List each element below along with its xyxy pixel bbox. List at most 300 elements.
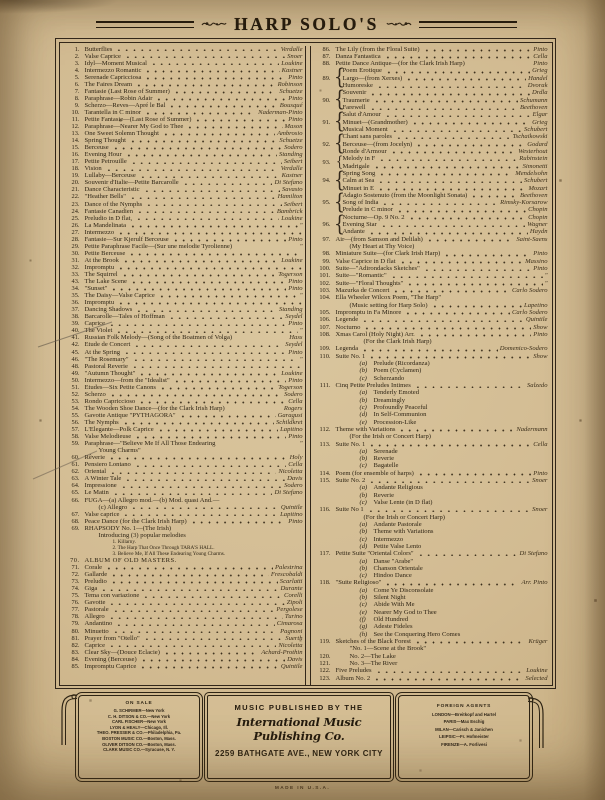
entry-number: 122. [319, 667, 331, 675]
entry-number: 119. [319, 637, 331, 645]
catalog-entry [343, 75, 549, 82]
footer-scroll-ornament-left [57, 691, 79, 749]
catalog-entry [61, 489, 304, 496]
entry-composer: Quintile [280, 503, 303, 511]
catalog-entry [61, 663, 304, 670]
catalog-entry [61, 109, 304, 116]
entry-number: 53. [71, 397, 80, 405]
catalog-entry [61, 497, 304, 504]
dot-leader [144, 70, 279, 73]
entry-number: 115. [319, 477, 331, 485]
entry-number: 106. [319, 316, 331, 324]
entry-title: The Wooden Shoe Dance—(for the Clark Irish Harp) [84, 404, 225, 412]
entry-number: 56. [71, 418, 80, 426]
entry-title: Old Hundred [373, 616, 409, 623]
dot-leader [361, 320, 524, 323]
entry-number: 101. [319, 272, 331, 280]
entry-title: Bagatelle [373, 462, 399, 470]
entry-title: Intermezzo [84, 228, 115, 236]
entry-composer: Chopin [528, 206, 548, 214]
catalog-entry [343, 119, 549, 126]
entry-title: Valse Caprice [84, 52, 121, 60]
entry-title: Valse Melodieuse [84, 433, 132, 441]
entry-title: RHAPSODY No. 1—(The Irish) [84, 524, 172, 532]
entry-composer: Pinto [288, 235, 303, 243]
dot-leader [399, 261, 524, 264]
entry-number: 52. [71, 390, 80, 398]
entry-title: Rondo Capriccioso [84, 397, 136, 405]
catalog-entry [312, 60, 549, 67]
entry-number: 73. [71, 578, 80, 586]
entry-title: Salut d'Amour [342, 111, 381, 119]
entry-composer: Di Stefano [519, 550, 548, 558]
header-rule-left [96, 21, 194, 28]
agent-line: MILAN—Carisch & Janichen [435, 726, 493, 732]
entry-composer: Zipoli [286, 599, 303, 607]
entry-composer: Verdalle [280, 165, 303, 173]
entry-number: 99. [322, 257, 331, 265]
entry-composer: Mendelsohn [515, 169, 548, 177]
entry-composer: Achard-Prothin [261, 648, 303, 656]
entry-number: 118. [319, 579, 331, 587]
catalog-entry [312, 287, 549, 294]
entry-number: 58. [71, 433, 80, 441]
catalog-entry [312, 579, 549, 586]
entry-title: "Suite Religioso" [335, 579, 382, 587]
catalog-entry [312, 426, 549, 433]
entry-composer: Pinto [288, 115, 303, 123]
catalog-entry [61, 130, 304, 137]
entry-composer: Pinto [288, 73, 303, 81]
catalog-entry [61, 165, 304, 172]
entry-title: Adagio Sostenuto (from the Moonlight Sonata) [342, 191, 468, 199]
entry-number: 17. [71, 158, 80, 166]
entry-composer: Seydel [285, 341, 303, 349]
entry-title: Souvenir [342, 89, 367, 97]
entry-title: The Lily (from the Floral Suite) [335, 45, 420, 53]
catalog-entry [61, 186, 304, 193]
catalog-entry-group [312, 133, 549, 155]
entry-title: Valse Caprice in D flat [335, 257, 396, 265]
dot-leader [186, 126, 282, 129]
entry-letter: (f) [359, 616, 366, 623]
entry-composer: Rogers [283, 404, 303, 412]
entry-composer: Beethoven [520, 191, 548, 199]
catalog-entry [312, 324, 549, 331]
entry-title: Gavotte Antique "PYTHAGORA" [84, 411, 176, 419]
catalog-entry [312, 587, 549, 594]
entry-title: Reverie [373, 491, 395, 499]
entry-number: 62. [71, 468, 80, 476]
entry-number: 117. [319, 550, 331, 558]
catalog-entry-group [312, 167, 549, 193]
entry-composer: Loukine [281, 59, 303, 67]
entry-number: 64. [71, 482, 80, 490]
entry-title: Nearer My God to Thee [373, 608, 437, 616]
entry-number: 81. [71, 634, 80, 642]
entry-title: Miniature Suite—(for Clark Irish Harp) [335, 250, 441, 258]
entry-composer: Salzedo [526, 382, 548, 389]
entry-title: Petite Valse Lento [373, 542, 422, 550]
entry-title: Suite No 1 [335, 506, 364, 514]
catalog-entry [312, 404, 549, 411]
entry-composer: Pinto [288, 348, 303, 356]
entry-letter: (a) [359, 447, 368, 455]
catalog-entry [312, 316, 549, 323]
entry-composer: Schuetze [279, 87, 303, 95]
entry-number: 121. [319, 659, 331, 667]
dot-leader [367, 510, 530, 513]
entry-composer: Robinson [277, 80, 303, 88]
dot-leader [120, 486, 282, 489]
entry-number: 34. [71, 285, 80, 293]
dot-leader [168, 317, 283, 320]
entry-composer: Loukine [526, 667, 548, 675]
dot-leader [105, 567, 273, 570]
entry-title: Danse "Arabe" [373, 557, 414, 565]
entry-number: 19. [71, 172, 80, 180]
entry-title: Prelude in C minor [342, 206, 393, 214]
entry-composer: Ambrosio [277, 130, 303, 138]
catalog-entry [61, 412, 304, 419]
entry-number: 96. [322, 221, 331, 229]
catalog-entry [312, 667, 549, 674]
entry-title: Ronde d'Armour [342, 147, 387, 155]
entry-composer: Krüger [528, 637, 548, 645]
dot-leader [368, 444, 531, 447]
entry-number: 75. [71, 592, 80, 600]
entry-title: Caprice [84, 320, 106, 328]
entry-number: 41. [71, 334, 80, 342]
dot-leader [130, 162, 282, 165]
catalog-entry [312, 521, 549, 528]
entry-composer: Pinto [288, 278, 303, 286]
catalog-entry [312, 601, 549, 608]
dot-leader [117, 267, 301, 270]
catalog-entry [61, 264, 304, 271]
entry-number: 70. [70, 557, 80, 565]
entry-composer: Wagner [527, 221, 548, 229]
entry-number: 11. [71, 115, 80, 123]
entry-number: 105. [319, 308, 331, 316]
entry-number: 61. [71, 461, 80, 469]
dot-leader [110, 574, 269, 577]
entry-title: Caprice [84, 641, 106, 649]
entry-number: 76. [71, 599, 80, 607]
entry-title: "Autumn Thought" [84, 369, 136, 377]
dealer-line: BOSTON MUSIC CO.—Boston, Mass. [102, 735, 176, 741]
dot-leader [172, 239, 286, 242]
entry-number: 74. [71, 585, 80, 593]
entry-number: 67. [71, 510, 80, 518]
entry-title: The Nymphs [84, 418, 119, 426]
entry-title: At the Brook [84, 256, 119, 264]
entry-number: 88. [322, 60, 331, 68]
dot-leader [411, 122, 530, 125]
entry-composer: Show [533, 323, 548, 331]
entry-title: Russian Folk Melody—(Song of the Boatmen of Volga) [84, 334, 233, 342]
entry-letter: (a) [359, 484, 368, 492]
catalog-entry [312, 375, 549, 382]
entry-title: (For the Irish or Concert Harp) [349, 433, 431, 441]
entry-composer: " [299, 440, 303, 448]
dot-leader [182, 183, 273, 186]
entry-letter: (b) [359, 594, 368, 602]
catalog-entry [312, 543, 549, 550]
entry-number: 92. [322, 140, 331, 148]
entry-title: One Sweet Solemn Thought [84, 130, 159, 138]
entry-number: 90. [322, 96, 331, 104]
entry-title: Abide With Me [373, 601, 415, 609]
entry-number: 7. [74, 87, 80, 95]
dealer-line: C. H. DITSON & CO.—New York [107, 713, 171, 719]
catalog-entry [61, 398, 304, 405]
entry-composer: " [299, 355, 303, 363]
entry-title: Etudes—Six Petite Canons [84, 383, 156, 391]
catalog-entry [343, 206, 549, 213]
entry-number: 22. [71, 193, 80, 201]
entry-title: L'Elegante—Polk Caprice [84, 426, 154, 434]
entry-title: Petite Dance Antique—(for the Clark Irish Harp) [335, 60, 465, 68]
entry-letter: (b) [359, 491, 368, 499]
entry-title: Pensiero Lontano [84, 461, 131, 469]
entry-composer: Pinto [533, 330, 548, 338]
catalog-entry [61, 642, 304, 649]
entry-number: 24. [71, 207, 80, 215]
entry-title: Ella Wheeler Wilcox Poem, "The Harp" [335, 294, 442, 302]
entry-composer: Seydel [285, 313, 303, 321]
entry-title: Legende [335, 316, 359, 324]
catalog-entry [312, 302, 549, 309]
entry-composer: Pinto [288, 517, 303, 525]
catalog-entry [312, 382, 549, 389]
group-brace-icon: { [335, 154, 343, 171]
dealer-line: G. SCHIRMER—New York [113, 708, 165, 713]
dot-leader [144, 77, 286, 80]
dot-leader [378, 159, 517, 162]
entry-composer: Pinto [288, 433, 303, 441]
catalog-entry [312, 258, 549, 265]
catalog-column-right [312, 46, 549, 685]
entry-composer: Beethoven [520, 104, 548, 112]
entry-title: Procession-Like [373, 418, 417, 426]
catalog-entry [61, 475, 304, 482]
entry-number: 20. [71, 179, 80, 187]
catalog-entry [61, 95, 304, 102]
dot-leader [375, 671, 525, 674]
entry-composer: Handel [528, 74, 548, 82]
dot-leader [112, 610, 275, 613]
entry-title: Calm at Sea [342, 177, 375, 185]
entry-title: Butterflies [84, 45, 113, 53]
catalog-entry-group [312, 155, 549, 170]
entry-number: 114. [319, 469, 331, 477]
entry-number: 40. [71, 327, 80, 335]
dot-leader [381, 203, 498, 206]
entry-composer: Drdla [531, 89, 548, 97]
entry-title: Legenda [335, 345, 359, 353]
dot-leader [132, 359, 298, 362]
dot-leader [368, 232, 528, 235]
dot-leader [361, 349, 498, 352]
entry-number: 77. [71, 606, 80, 614]
catalog-entry [343, 133, 549, 140]
catalog-entry [61, 292, 304, 299]
catalog-entry [312, 433, 549, 440]
entry-title: Scherzando [373, 374, 405, 382]
dot-leader [423, 269, 531, 272]
entry-composer: Mozart [528, 184, 548, 192]
entry-number: 103. [319, 286, 331, 294]
dot-leader [109, 394, 282, 397]
entry-number: 8. [74, 94, 80, 102]
dot-leader [138, 373, 279, 376]
catalog-entry [343, 89, 549, 96]
entry-number: 46. [71, 355, 80, 363]
entry-title: Spring Song [342, 169, 376, 177]
catalog-entry [61, 158, 304, 165]
catalog-entry [61, 271, 304, 278]
catalog-entry [343, 214, 549, 221]
entry-composer: Grieg [532, 67, 548, 75]
entry-composer: Pinto [533, 469, 548, 477]
entry-composer: Scarlatti [279, 578, 303, 586]
dot-leader [143, 638, 284, 641]
entry-composer: Cella [533, 440, 548, 448]
entry-number: 116. [319, 506, 331, 514]
catalog-entry [61, 208, 304, 215]
entry-composer: " [299, 242, 303, 250]
entry-number: 13. [71, 130, 80, 138]
entry-composer: Elgar [532, 111, 548, 119]
dot-leader [373, 100, 518, 103]
entry-composer: Verdalle [280, 45, 303, 53]
entry-composer: Pinto [533, 45, 548, 53]
dot-leader [391, 130, 522, 133]
entry-composer: Pinto [533, 250, 548, 258]
entry-number: 29. [71, 242, 80, 250]
dot-leader [125, 154, 277, 157]
catalog-entry [312, 675, 549, 682]
entry-composer: Holy [289, 454, 303, 462]
dot-leader [121, 274, 277, 277]
entry-composer: Schildkret [276, 418, 303, 426]
entry-title: Mazurka de Concert [335, 286, 390, 294]
catalog-entry [61, 201, 304, 208]
entry-number: 49. [71, 369, 80, 377]
entry-composer: Lapitino [280, 510, 303, 518]
catalog-entry [312, 448, 549, 455]
catalog-entry [61, 257, 304, 264]
dot-leader [117, 302, 301, 305]
entry-letter: (c) [359, 403, 367, 411]
entry-title: Cinq Petite Preludes Intimes [335, 382, 411, 389]
entry-letter: (b) [359, 528, 368, 536]
entry-title: Spring Thought [84, 137, 126, 145]
catalog-entry [343, 155, 549, 162]
catalog-entry [312, 294, 549, 301]
entry-composer: Nadermann [516, 425, 548, 433]
entry-title: Etude de Concert [84, 341, 131, 349]
entry-composer: Saint-Saens [516, 235, 548, 243]
catalog-entry [343, 104, 549, 111]
entry-letter: (b) [359, 564, 368, 572]
entry-title: Allegro [84, 613, 105, 621]
catalog-entry [312, 550, 549, 557]
entry-title: Corale [84, 564, 103, 572]
entry-number: 36. [71, 299, 80, 307]
entry-number: 68. [71, 517, 80, 525]
catalog-entry [312, 236, 549, 243]
entry-number: 18. [71, 165, 80, 173]
dot-leader [135, 84, 275, 87]
dot-leader [390, 276, 543, 279]
catalog-entry [343, 97, 549, 104]
catalog-entry [61, 151, 304, 158]
dot-leader [414, 386, 525, 389]
entry-title: Dancing Shadows [84, 306, 133, 314]
dot-leader [168, 105, 277, 108]
entry-composer: Carlo Sodero [512, 286, 548, 294]
catalog-entry [61, 88, 304, 95]
entry-title: Tarantella in C minor [84, 108, 141, 116]
entry-letter: (d) [359, 411, 368, 419]
group-lines [343, 155, 549, 170]
catalog-entry [343, 170, 549, 177]
catalog-entry [61, 433, 304, 440]
entry-composer: Loukine [281, 369, 303, 377]
entry-title: Andante Religious [373, 484, 423, 492]
catalog-entry [61, 525, 304, 532]
group-lines [343, 170, 549, 192]
entry-number: 35. [71, 292, 80, 300]
entry-title: Evening (Berceuse) [84, 655, 137, 663]
entry-number: 57. [71, 426, 80, 434]
entry-title: Minuet—(Grandmother) [342, 118, 408, 126]
agent-list [401, 711, 527, 748]
entry-number: 3. [74, 59, 80, 67]
entry-number: 112. [319, 425, 331, 433]
entry-composer: Kastner [281, 66, 303, 74]
catalog-entry [343, 141, 549, 148]
group-brace-icon: { [333, 109, 345, 135]
entry-number: 110. [319, 352, 331, 360]
dot-leader [112, 147, 282, 150]
entry-composer: Di Stefano [274, 489, 303, 497]
catalog-entry [61, 299, 304, 306]
entry-number: 80. [71, 627, 80, 635]
catalog-entry [61, 377, 304, 384]
catalog-entry [61, 67, 304, 74]
catalog-entry [312, 397, 549, 404]
entry-number: 32. [71, 263, 80, 271]
entry-composer: " [544, 272, 548, 280]
catalog-entry [312, 536, 549, 543]
entry-number: 6. [74, 80, 80, 88]
group-lines [343, 192, 549, 214]
entry-composer: Massino [525, 257, 548, 265]
entry-letter: (b) [359, 367, 368, 375]
entry-composer: Pinto [288, 94, 303, 102]
entry-composer: Suerth [285, 634, 303, 642]
entry-composer: Pinto [288, 285, 303, 293]
entry-title: Melody in F [342, 155, 376, 163]
entry-title: Silent Night [373, 594, 406, 602]
catalog-entry [61, 334, 304, 341]
entry-composer: Snoer [532, 506, 548, 514]
entry-title: Madrigale [342, 162, 370, 170]
entry-title: Andante Pastorale [373, 520, 422, 528]
